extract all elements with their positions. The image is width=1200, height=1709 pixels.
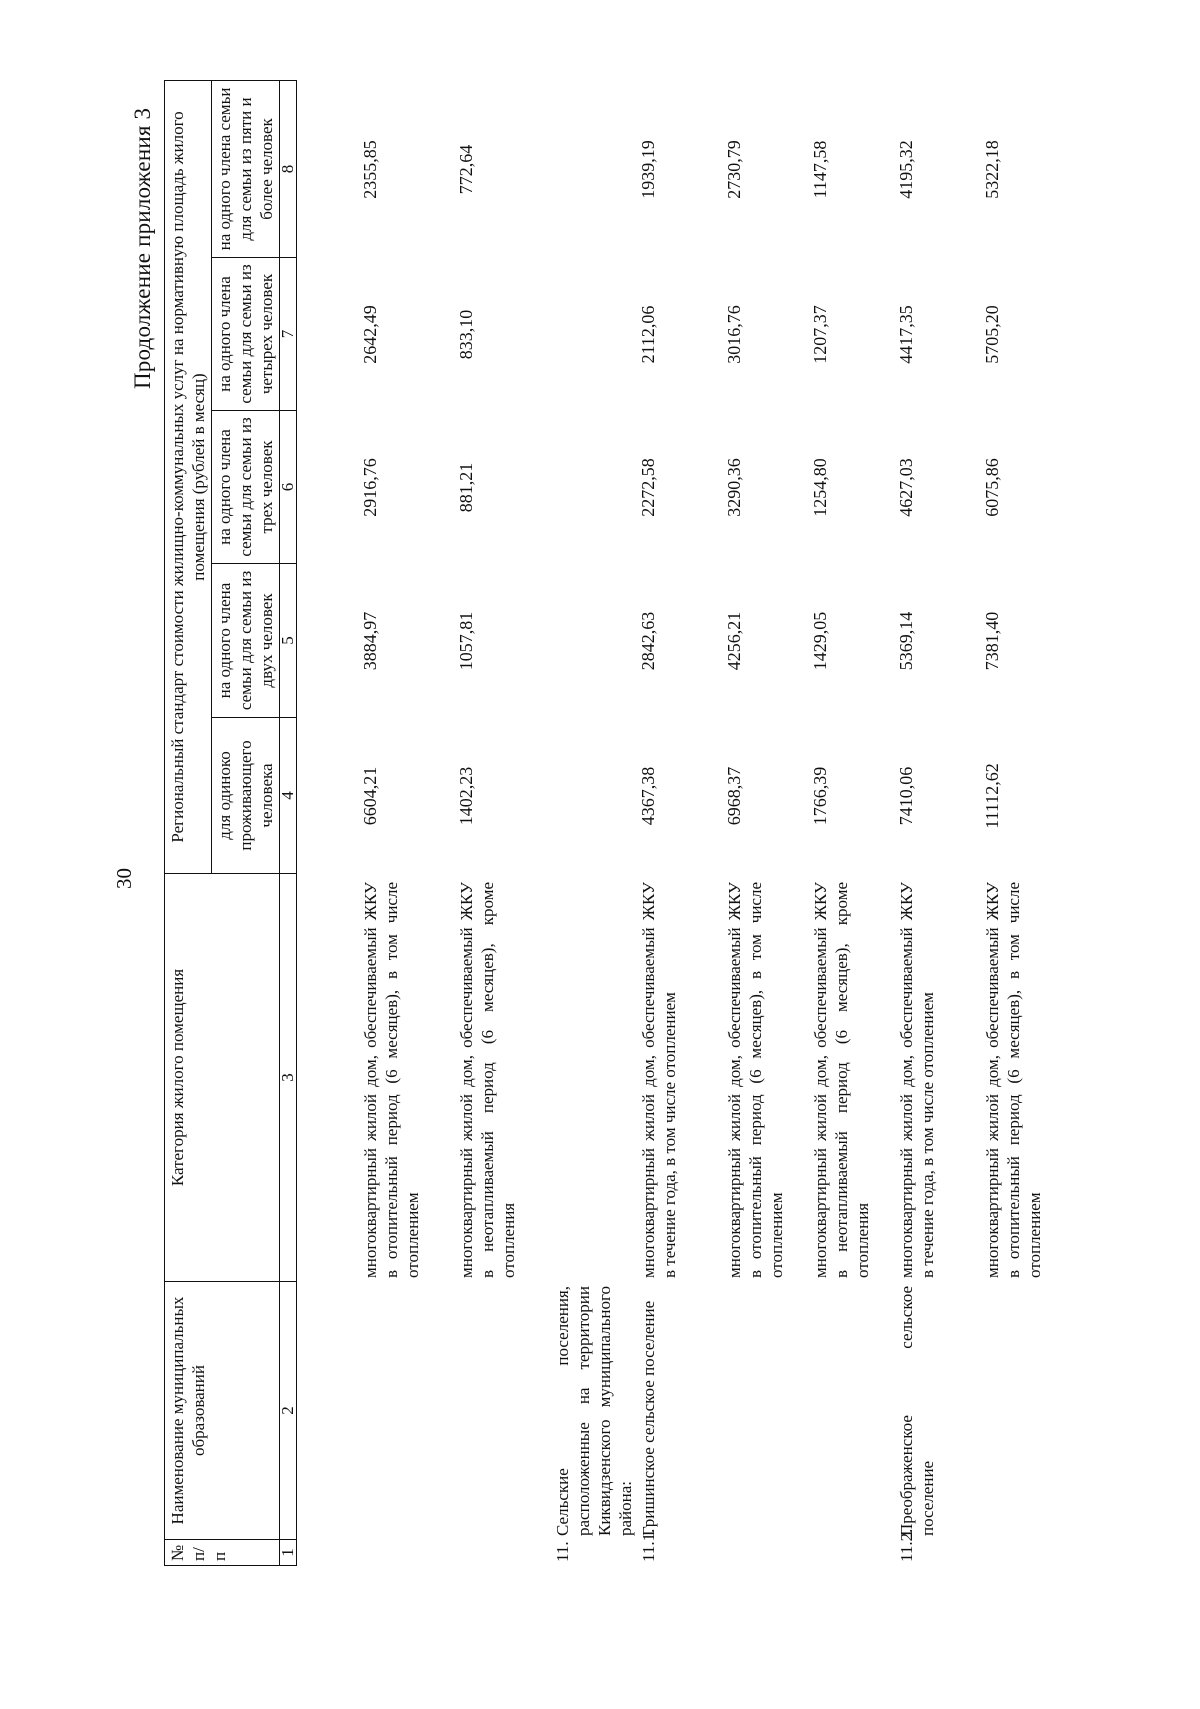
value-single: 11112,62: [982, 763, 1002, 829]
col-number: 6: [280, 411, 297, 564]
row-num: 11.1.: [639, 1528, 658, 1562]
row-num: 11.2.: [897, 1528, 916, 1562]
row-num: [456, 1540, 552, 1566]
value-three: [552, 411, 638, 564]
row-name: [456, 1282, 552, 1540]
table-row: [982, 81, 1068, 1566]
value-two: 1429,05: [810, 611, 830, 671]
col-number: 3: [280, 874, 297, 1282]
value-three: 2916,76: [360, 458, 380, 517]
header-sub5: на одного члена семьи для семьи из двух человек: [212, 564, 280, 718]
table-row: [456, 81, 552, 1566]
value-four: 3016,76: [724, 305, 744, 364]
table-row: [638, 81, 724, 1566]
value-five: 2730,79: [724, 140, 744, 199]
header-sub8: на одного члена семьи для семьи из пяти и более человек: [212, 80, 280, 257]
row-category: многоквартирный жилой дом, обеспечиваемый ЖКУ в течение года, в том числе отоплением: [639, 882, 679, 1278]
value-three: 1254,80: [810, 458, 830, 517]
row-name: [724, 1282, 810, 1540]
value-four: 5705,20: [982, 305, 1002, 364]
row-category: многоквартирный жилой дом, обеспечиваемый ЖКУ в неотапливаемый период (6 месяцев), кроме отопления: [811, 882, 872, 1278]
header-category: Категория жилого помещения: [165, 874, 280, 1282]
value-five: 1147,58: [810, 140, 830, 199]
col-number: 8: [280, 80, 297, 257]
continuation-title: Продолжение приложения 3: [130, 107, 155, 389]
header-num: № п/п: [165, 1540, 280, 1566]
table-row: [724, 81, 810, 1566]
col-number: 7: [280, 258, 297, 411]
row-num: 11.: [553, 1541, 572, 1562]
header-group-title: Региональный стандарт стоимости жилищно-коммунальных услуг на нормативную площадь жилого помещения (рублей в месяц): [165, 80, 212, 873]
row-category: многоквартирный жилой дом, обеспечиваемый ЖКУ в отопительный период (6 месяцев), в том числе отоплением: [725, 882, 786, 1278]
value-five: 2355,85: [360, 140, 380, 199]
value-single: 6604,21: [360, 766, 380, 826]
value-three: 881,21: [456, 462, 476, 513]
page-number: 30: [112, 868, 136, 889]
col-number: 2: [280, 1282, 297, 1540]
row-num: [360, 1540, 456, 1566]
value-single: 1402,23: [456, 766, 476, 826]
row-name: Преображенское сельское поселение: [897, 1286, 937, 1536]
table-row: [896, 81, 982, 1566]
col-number: 1: [280, 1540, 297, 1566]
value-two: 4256,21: [724, 611, 744, 671]
value-two: 3884,97: [360, 611, 380, 671]
value-three: 3290,36: [724, 458, 744, 517]
row-category: многоквартирный жилой дом, обеспечиваемый ЖКУ в течение года, в том числе отоплением: [897, 882, 937, 1278]
row-num: [810, 1540, 896, 1566]
value-two: 2842,63: [638, 611, 658, 671]
value-three: 6075,86: [982, 458, 1002, 517]
header-sub4: для одиноко проживающего человека: [212, 718, 280, 874]
table-row: [552, 81, 638, 1566]
value-single: 1766,39: [810, 766, 830, 826]
value-five: 1939,19: [638, 140, 658, 199]
value-five: 5322,18: [982, 140, 1002, 199]
table-row: [360, 81, 456, 1566]
value-four: 4417,35: [896, 305, 916, 364]
row-name: [982, 1282, 1068, 1540]
row-category: многоквартирный жилой дом, обеспечиваемый ЖКУ в неотапливаемый период (6 месяцев), кроме отопления: [457, 882, 518, 1278]
value-two: 5369,14: [896, 611, 916, 671]
col-number: 5: [280, 564, 297, 718]
value-four: 2112,06: [638, 305, 658, 364]
row-name: [810, 1282, 896, 1540]
table-row: [810, 81, 896, 1566]
row-category: [552, 874, 638, 1282]
row-name: Гришинское сельское поселение: [639, 1300, 658, 1536]
value-five: [552, 81, 638, 258]
table-body: [360, 81, 1068, 1566]
value-single: 4367,38: [638, 766, 658, 826]
row-category: многоквартирный жилой дом, обеспечиваемый ЖКУ в отопительный период (6 месяцев), в том числе отоплением: [983, 882, 1044, 1278]
value-four: [552, 258, 638, 411]
value-three: 4627,03: [896, 458, 916, 517]
value-five: 4195,32: [896, 140, 916, 199]
value-single: [552, 718, 638, 874]
header-sub7: на одного члена семьи для семьи из четырех человек: [212, 258, 280, 411]
col-number: 4: [280, 718, 297, 874]
row-num: [724, 1540, 810, 1566]
value-two: [552, 564, 638, 718]
row-category: многоквартирный жилой дом, обеспечиваемый ЖКУ в отопительный период (6 месяцев), в том числе отоплением: [361, 882, 422, 1278]
value-four: 833,10: [456, 309, 476, 360]
value-five: 772,64: [456, 144, 476, 195]
header-name: Наименование муниципальных образований: [165, 1282, 280, 1540]
value-two: 7381,40: [982, 611, 1002, 671]
value-single: 6968,37: [724, 766, 744, 826]
table-header: [164, 80, 297, 1566]
value-two: 1057,81: [456, 611, 476, 671]
value-four: 2642,49: [360, 305, 380, 364]
value-single: 7410,06: [896, 766, 916, 826]
row-name: [360, 1282, 456, 1540]
header-sub6: на одного члена семьи для семьи из трех человек: [212, 411, 280, 564]
value-four: 1207,37: [810, 305, 830, 364]
row-name: Сельские поселения, расположенные на территории Киквидзенского муниципального района:: [553, 1286, 635, 1536]
row-num: [982, 1540, 1068, 1566]
value-three: 2272,58: [638, 458, 658, 517]
